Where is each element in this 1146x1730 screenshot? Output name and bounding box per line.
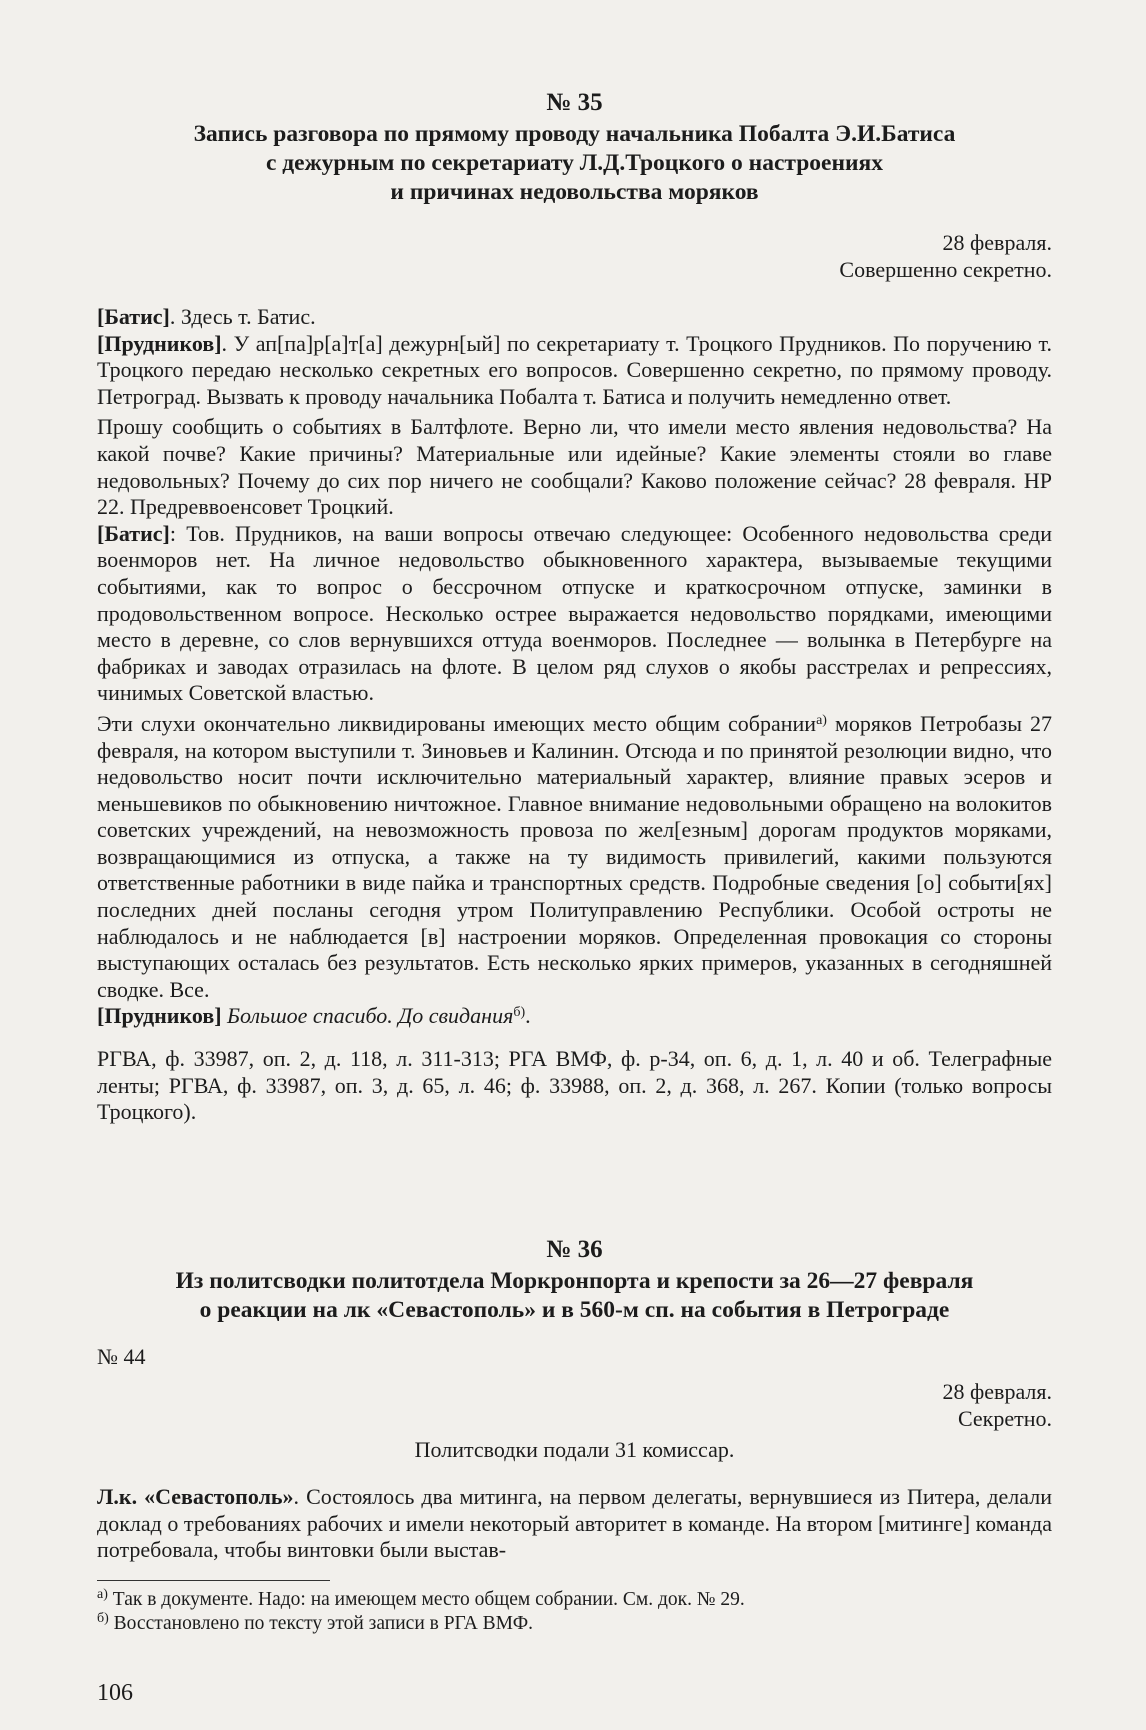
footnotes [97, 1588, 1052, 1636]
doc35-p2-text: . У ап[па]р[а]т[а] дежурн[ый] по секретариату т. Троцкого Прудников. По поручению т. Троцкого передаю несколько секретных его вопросов. Совершенно секретно, по прямому проводу. Петроград. Вызвать к проводу начальника Побалта т. Батиса и получить немедленно ответ. [97, 330, 1052, 409]
doc36-title-line-2: о реакции на лк «Севастополь» и в 560-м сп. на события в Петрограде [199, 1297, 950, 1323]
doc35-classification: Совершенно секретно. [839, 257, 1052, 282]
doc36-center-line: Политсводки подали 31 комиссар. [414, 1437, 735, 1462]
doc36-p1-lead: Л.к. «Севастополь» [97, 1484, 294, 1509]
footnote-ref-a: а) [816, 712, 827, 728]
doc36-p1-text: . Состоялось два митинга, на первом делегаты, вернувшиеся из Питера, делали доклад о требованиях рабочих и имели некоторый авторитет в команде. На втором [митинге] команда потребовала, чтобы винтовки были выстав- [97, 1484, 1052, 1563]
doc35-p6-italic: Большое спасибо. До свидания [221, 1003, 514, 1029]
footnote-a-text: Так в документе. Надо: на имеющем место общем собрании. См. док. № 29. [107, 1589, 745, 1610]
doc35-p1-text: . Здесь т. Батис. [169, 304, 316, 329]
footnote-ref-b: б) [513, 1005, 526, 1021]
doc35-paragraph-4 [97, 521, 1052, 707]
doc35-title-line-1: Запись разговора по прямому проводу начальника Побалта Э.И.Батиса [193, 121, 956, 147]
footnote-b-text: Восстановлено по тексту этой записи в РГА ВМФ. [108, 1613, 534, 1634]
doc35-title [97, 120, 1052, 207]
footnote-a [97, 1588, 1052, 1612]
doc35-body [97, 304, 1052, 1126]
doc35-paragraph-1 [97, 304, 1052, 331]
doc35-paragraph-3 [97, 414, 1052, 520]
doc35-meta [97, 229, 1052, 283]
doc35-header [97, 88, 1052, 207]
doc36-title-line-1: Из политсводки политотдела Моркронпорта и крепости за 26—27 февраля [175, 1268, 974, 1294]
footnote-divider [97, 1580, 330, 1581]
doc36-ref: № 44 [97, 1344, 146, 1369]
doc35-p4-text: : Тов. Прудников, на ваши вопросы отвечаю следующее: Особенного недовольства среди военморов нет. На личное недовольство обыкновенного характера, вызываемые текущими событиями, как то вопрос о бессрочном отпуске и краткосрочном отпуске, заминки в продовольственном вопросе. Несколько острее выражается недовольство порядками, имеющими место в деревне, со слов вернувшихся оттуда военморов. Последнее — волынка в Петербурге на фабриках и заводах отразилась на флоте. В целом ряд слухов о якобы расстрелах и репрессиях, чинимых Советской властью. [97, 520, 1052, 706]
footnote-b-mark: б) [97, 1611, 109, 1626]
doc36-header [97, 1235, 1052, 1325]
doc35-paragraph-6 [97, 1003, 1052, 1030]
doc35-title-line-3: и причинах недовольства моряков [390, 179, 759, 205]
doc35-number: № 35 [546, 89, 603, 116]
footnote-b [97, 1612, 1052, 1636]
doc36-title [97, 1267, 1052, 1325]
doc35-title-line-2: с дежурным по секретариату Л.Д.Троцкого о настроениях [265, 150, 884, 176]
doc35-paragraph-2 [97, 331, 1052, 411]
doc36-date: 28 февраля. [942, 1379, 1052, 1404]
doc36-classification: Секретно. [957, 1406, 1052, 1431]
doc35-date: 28 февраля. [942, 230, 1052, 255]
doc35-source-text: РГВА, ф. 33987, оп. 2, д. 118, л. 311-313; РГА ВМФ, ф. р-34, оп. 6, д. 1, л. 40 и об. Телеграфные ленты; РГВА, ф. 33987, оп. 3, д. 65, л. 46; ф. 33988, оп. 2, д. 368, л. 267. Копии (только вопросы Троцкого). [97, 1046, 1052, 1125]
doc36-body [97, 1484, 1052, 1564]
speaker-batis: [Батис] [97, 304, 170, 329]
doc36-paragraph-1 [97, 1484, 1052, 1564]
doc35-source [97, 1046, 1052, 1126]
footnote-a-mark: а) [97, 1587, 108, 1602]
doc35-paragraph-5 [97, 711, 1052, 1004]
page-number: 106 [97, 1680, 133, 1706]
speaker-prudnikov-close: [Прудников] [97, 1003, 222, 1029]
doc35-p3-text: Прошу сообщить о событиях в Балтфлоте. Верно ли, что имели место явления недовольства? На какой почве? Какие причины? Материальные или идейные? Какие элементы стояли во главе недовольных? Почему до сих пор ничего не сообщали? Каково положение сейчас? 28 февраля. НР 22. Предреввоенсовет Троцкий. [97, 414, 1052, 520]
speaker-batis-reply: [Батис] [97, 520, 170, 546]
speaker-prudnikov: [Прудников] [97, 330, 222, 356]
doc36-number: № 36 [546, 1236, 603, 1263]
doc35-p6-end: . [525, 1003, 531, 1029]
doc35-p5-text-a: Эти слухи окончательно ликвидированы имеющих место общим собрании [97, 710, 817, 736]
doc36-meta [97, 1343, 1052, 1463]
doc35-p5-text-b: моряков Петробазы 27 февраля, на котором выступили т. Зиновьев и Калинин. Отсюда и по принятой резолюции видно, что недовольство носит почти исключительно материальный характер, влияние правых эсеров и меньшевиков по обыкновению ничтожное. Главное внимание недовольными обращено на волокитов советских учреждений, на невозможность провоза по жел[езным] дорогам продуктов моряками, возвращающимися из отпуска, а также на ту видимость привилегий, какими пользуются ответственные работники в виде пайка и транспортных средств. Подробные сведения [о] событи[ях] последних дней посланы сегодня утром Политуправлению Республики. Особой остроты не наблюдалось и не наблюдается [в] настроении моряков. Определенная провокация со стороны выступающих осталась без результатов. Есть несколько ярких примеров, указанных в сегодняшней сводке. Все. [97, 710, 1052, 1002]
